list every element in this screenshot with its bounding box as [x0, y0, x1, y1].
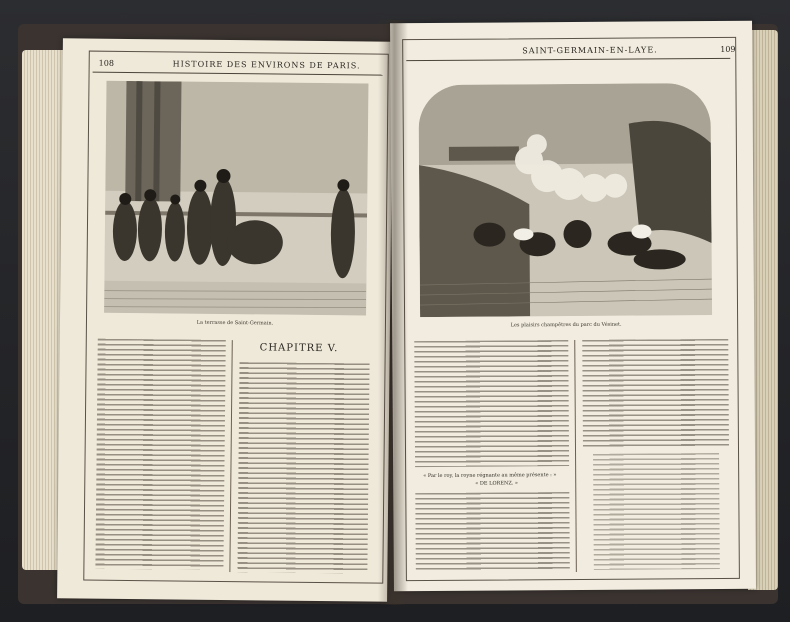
left-page — [57, 38, 393, 601]
book-gutter — [378, 20, 408, 605]
left-illustration-caption: La terrasse de Saint-Germain. — [196, 319, 274, 327]
engraving-terrace — [104, 81, 368, 316]
right-text-column-1-bottom — [415, 492, 570, 571]
right-text-column-2 — [582, 339, 729, 448]
population-table — [593, 453, 720, 570]
quoted-line: « Par le roy, la royne régnante au même présente : » — [423, 472, 557, 480]
right-page-number: 109 — [720, 44, 736, 54]
right-text-column-1-top — [414, 340, 569, 467]
engraving-vesinet — [418, 83, 712, 317]
left-page-number: 108 — [98, 58, 115, 68]
chapter-title: CHAPITRE V. — [259, 342, 339, 355]
left-text-column-1 — [95, 339, 225, 570]
signature-line: « DE LORENZ. » — [475, 480, 518, 487]
right-illustration-caption: Les plaisirs champêtres du parc du Vésinet. — [510, 321, 622, 329]
left-text-column-2 — [237, 362, 369, 573]
right-running-head: SAINT-GERMAIN-EN-LAYE. — [522, 45, 658, 56]
left-running-head: HISTOIRE DES ENVIRONS DE PARIS. — [172, 59, 361, 71]
right-page — [390, 21, 756, 592]
